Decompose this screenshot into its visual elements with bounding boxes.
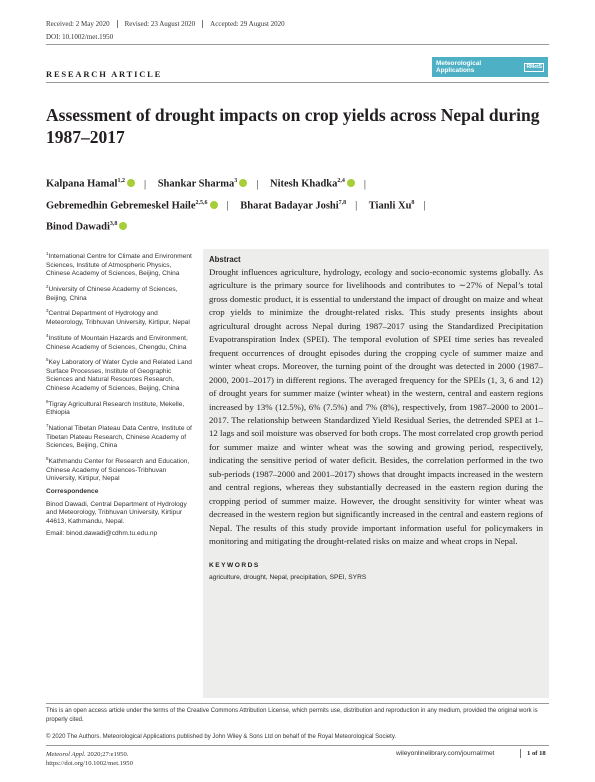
author-affiliation-sup: 8 — [411, 199, 415, 206]
keywords-list: agriculture, drought, Nepal, precipitation, SPEI, SYRS — [209, 573, 367, 581]
affiliation-sup: 6 — [46, 398, 49, 404]
date-separator — [117, 20, 118, 28]
author-name[interactable]: Gebremedhin Gebremeskel Haile — [46, 200, 196, 211]
affiliation-sup: 5 — [46, 357, 49, 363]
received-date: Received: 2 May 2020 — [46, 20, 110, 28]
correspondence-heading: Correspondence — [46, 487, 99, 495]
affiliation-sup: 8 — [46, 456, 49, 461]
author-list — [46, 172, 556, 237]
license-rule — [46, 703, 549, 704]
affiliation — [46, 283, 196, 303]
author-affiliation-sup: 3,8 — [109, 221, 118, 227]
header-rule — [46, 44, 549, 45]
author-separator: | — [256, 178, 259, 190]
abstract-heading: Abstract — [209, 255, 241, 264]
keywords-heading: KEYWORDS — [209, 561, 260, 569]
author-line-1 — [46, 172, 556, 194]
article-type-rule — [46, 82, 549, 83]
orcid-icon[interactable] — [347, 179, 355, 187]
author-name[interactable]: Nitesh Khadka — [270, 178, 338, 190]
author-name[interactable]: Shankar Sharma — [157, 178, 235, 190]
revised-date: Revised: 23 August 2020 — [124, 20, 196, 28]
affiliation-text: Institute of Mountain Hazards and Environment, Chinese Academy of Sciences, Chengdu, China — [46, 334, 188, 351]
footer-doi-link[interactable]: https://doi.org/10.1002/met.1950 — [46, 760, 133, 767]
orcid-icon[interactable] — [119, 222, 127, 230]
affiliation — [46, 422, 196, 451]
correspondence-text: Binod Dawadi, Central Department of Hydrology and Meteorology, Tribhuvan University, Kirtipur 44613, Kathmandu, Nepal. — [46, 500, 187, 525]
affiliation-text: International Centre for Climate and Environment Sciences, Institute of Atmospheric Physics, Chinese Academy of Sciences, Beijing, China — [46, 253, 192, 278]
affiliations-column — [46, 250, 196, 543]
author-name[interactable]: Tianli Xu — [368, 200, 412, 211]
affiliation-sup: 4 — [46, 332, 49, 338]
affiliation-sup: 7 — [46, 423, 49, 429]
orcid-icon[interactable] — [127, 179, 135, 187]
article-title: Assessment of drought impacts on crop yields across Nepal during 1987–2017 — [46, 105, 540, 147]
doi[interactable]: DOI: 10.1002/met.1950 — [46, 33, 114, 41]
affiliation-text: Kathmandu Center for Research and Education, Chinese Academy of Sciences-Tribhuvan University, Kirtipur, Nepal — [46, 458, 190, 483]
affiliation — [46, 307, 196, 327]
affiliation — [46, 455, 196, 484]
author-name[interactable]: Bharat Badayar Joshi — [240, 200, 339, 211]
author-affiliation-sup: 2,4 — [337, 178, 345, 184]
footer-citation — [46, 750, 133, 768]
author-separator: | — [363, 178, 367, 190]
author-affiliation-sup: 3 — [234, 178, 238, 184]
affiliation-sup: 2 — [46, 283, 49, 289]
author-name[interactable]: Kalpana Hamal — [46, 178, 118, 190]
copyright-text: © 2020 The Authors. Meteorological Applications published by John Wiley & Sons Ltd on behalf of the Royal Meteorological Society. — [46, 734, 397, 740]
author-affiliation-sup: 2,5,6 — [195, 199, 208, 206]
footer-volume: 2020;27:e1950. — [87, 751, 129, 758]
orcid-icon[interactable] — [239, 179, 247, 187]
correspondence-email[interactable]: Email: binod.dawadi@cdhm.tu.edu.np — [46, 530, 158, 538]
rmets-badge: RMetS — [526, 64, 542, 70]
footer-rule — [46, 745, 549, 746]
abstract-panel — [203, 249, 549, 698]
author-separator: | — [143, 178, 147, 190]
author-separator: | — [355, 200, 358, 211]
orcid-icon[interactable] — [210, 201, 218, 209]
affiliation — [46, 398, 196, 418]
page-separator — [520, 749, 521, 758]
author-separator: | — [423, 200, 426, 211]
affiliation-text: University of Chinese Academy of Sciences, Beijing, China — [46, 286, 178, 302]
affiliation-sup: 1 — [46, 251, 49, 256]
affiliation — [46, 250, 196, 279]
author-name[interactable]: Binod Dawadi — [46, 221, 110, 233]
affiliation-sup: 3 — [46, 308, 49, 314]
affiliation-text: Central Department of Hydrology and Meteorology, Tribhuvan University, Kirtipur, Nepal — [46, 310, 190, 327]
journal-logo-line1: Meteorological — [436, 60, 482, 67]
affiliation-text: Key Laboratory of Water Cycle and Related Land Surface Processes, Institute of Geographic Sciences and Natural Resources Research, Chinese Academy of Sciences, Beijing, China — [46, 359, 192, 393]
author-affiliation-sup: 1,2 — [117, 178, 125, 184]
journal-logo-line2: Applications — [436, 67, 475, 74]
abstract-text: Drought influences agriculture, hydrology, ecology and socio-economic systems globally. As agriculture is the primary source for livelihoods and contributes to ∼27% of Nepal’s total gross domestic product, it is essential to understand the impact of drought on maize and wheat crop yields to minimize the drought-related risks. This study presents insights about agricultural drought across Nepal during 1987–2017 using the Standardized Precipitation Evapotranspiration Index (SPEI). The temporal evolution of SPEI time series has revealed frequent occurrences of drought episodes during the cropping cycle of summer maize and winter wheat crops. Moreover, the turning point of the drought was detected in 2000 (1987–2000, 2001–2017) in different regions. The averaged frequency for the SPEIs (1, 3, 6 and 12) of drought years for summer maize (winter wheat) in the western, central and eastern regions increased by 13% (12.5%), 6% (7.5%) and 7% (8%), respectively, from 1987–2000 to 2001–2017. The relationship between Standardized Yield Residual Series, the detrended SPEI at 1–12 lags and soil moisture was observed for both crops. The most correlated crop growth period for summer maize and winter wheat was the sowing and growing period, respectively, indicating the sensitive period of water deficit. Besides, the correlation performed in the two sub-periods (1987–2000 and 2001–2017) shows that drought impacts increased in the western and central regions, whereas they substantially decreased in the eastern region during the cropping period of summer maize. However, the drought sensitivity for winter wheat was decreased in the western region but significantly increased in the central and eastern regions of Nepal. The results of this study provide important information useful for policymakers in monitoring and mitigating the drought-related risks on maize and wheat crops in Nepal. — [209, 267, 543, 547]
author-affiliation-sup: 7,8 — [338, 199, 347, 206]
journal-logo[interactable] — [432, 57, 548, 77]
date-separator — [202, 20, 203, 28]
affiliation-text: National Tibetan Plateau Data Centre, Institute of Tibetan Plateau Research, Chinese Academy of Sciences, Beijing, China — [46, 425, 192, 450]
affiliation-text: Tigray Agricultural Research Institute, Mekelle, Ethiopia — [46, 400, 185, 417]
affiliation — [46, 332, 196, 352]
affiliation — [46, 356, 196, 394]
author-line-2 — [46, 194, 556, 216]
article-type: RESEARCH ARTICLE — [46, 69, 163, 79]
publication-dates — [46, 20, 285, 28]
accepted-date: Accepted: 29 August 2020 — [210, 20, 285, 28]
author-separator: | — [226, 200, 229, 211]
author-line-3 — [46, 215, 556, 237]
page-number: 1 of 18 — [527, 750, 546, 757]
footer-journal: Meteorol Appl. — [46, 751, 86, 758]
footer-site-link[interactable]: wileyonlinelibrary.com/journal/met — [396, 750, 495, 757]
license-text: This is an open access article under the terms of the Creative Commons Attribution License, which permits use, distribution and reproduction in any medium, provided the original work is properly cited. — [46, 708, 538, 723]
